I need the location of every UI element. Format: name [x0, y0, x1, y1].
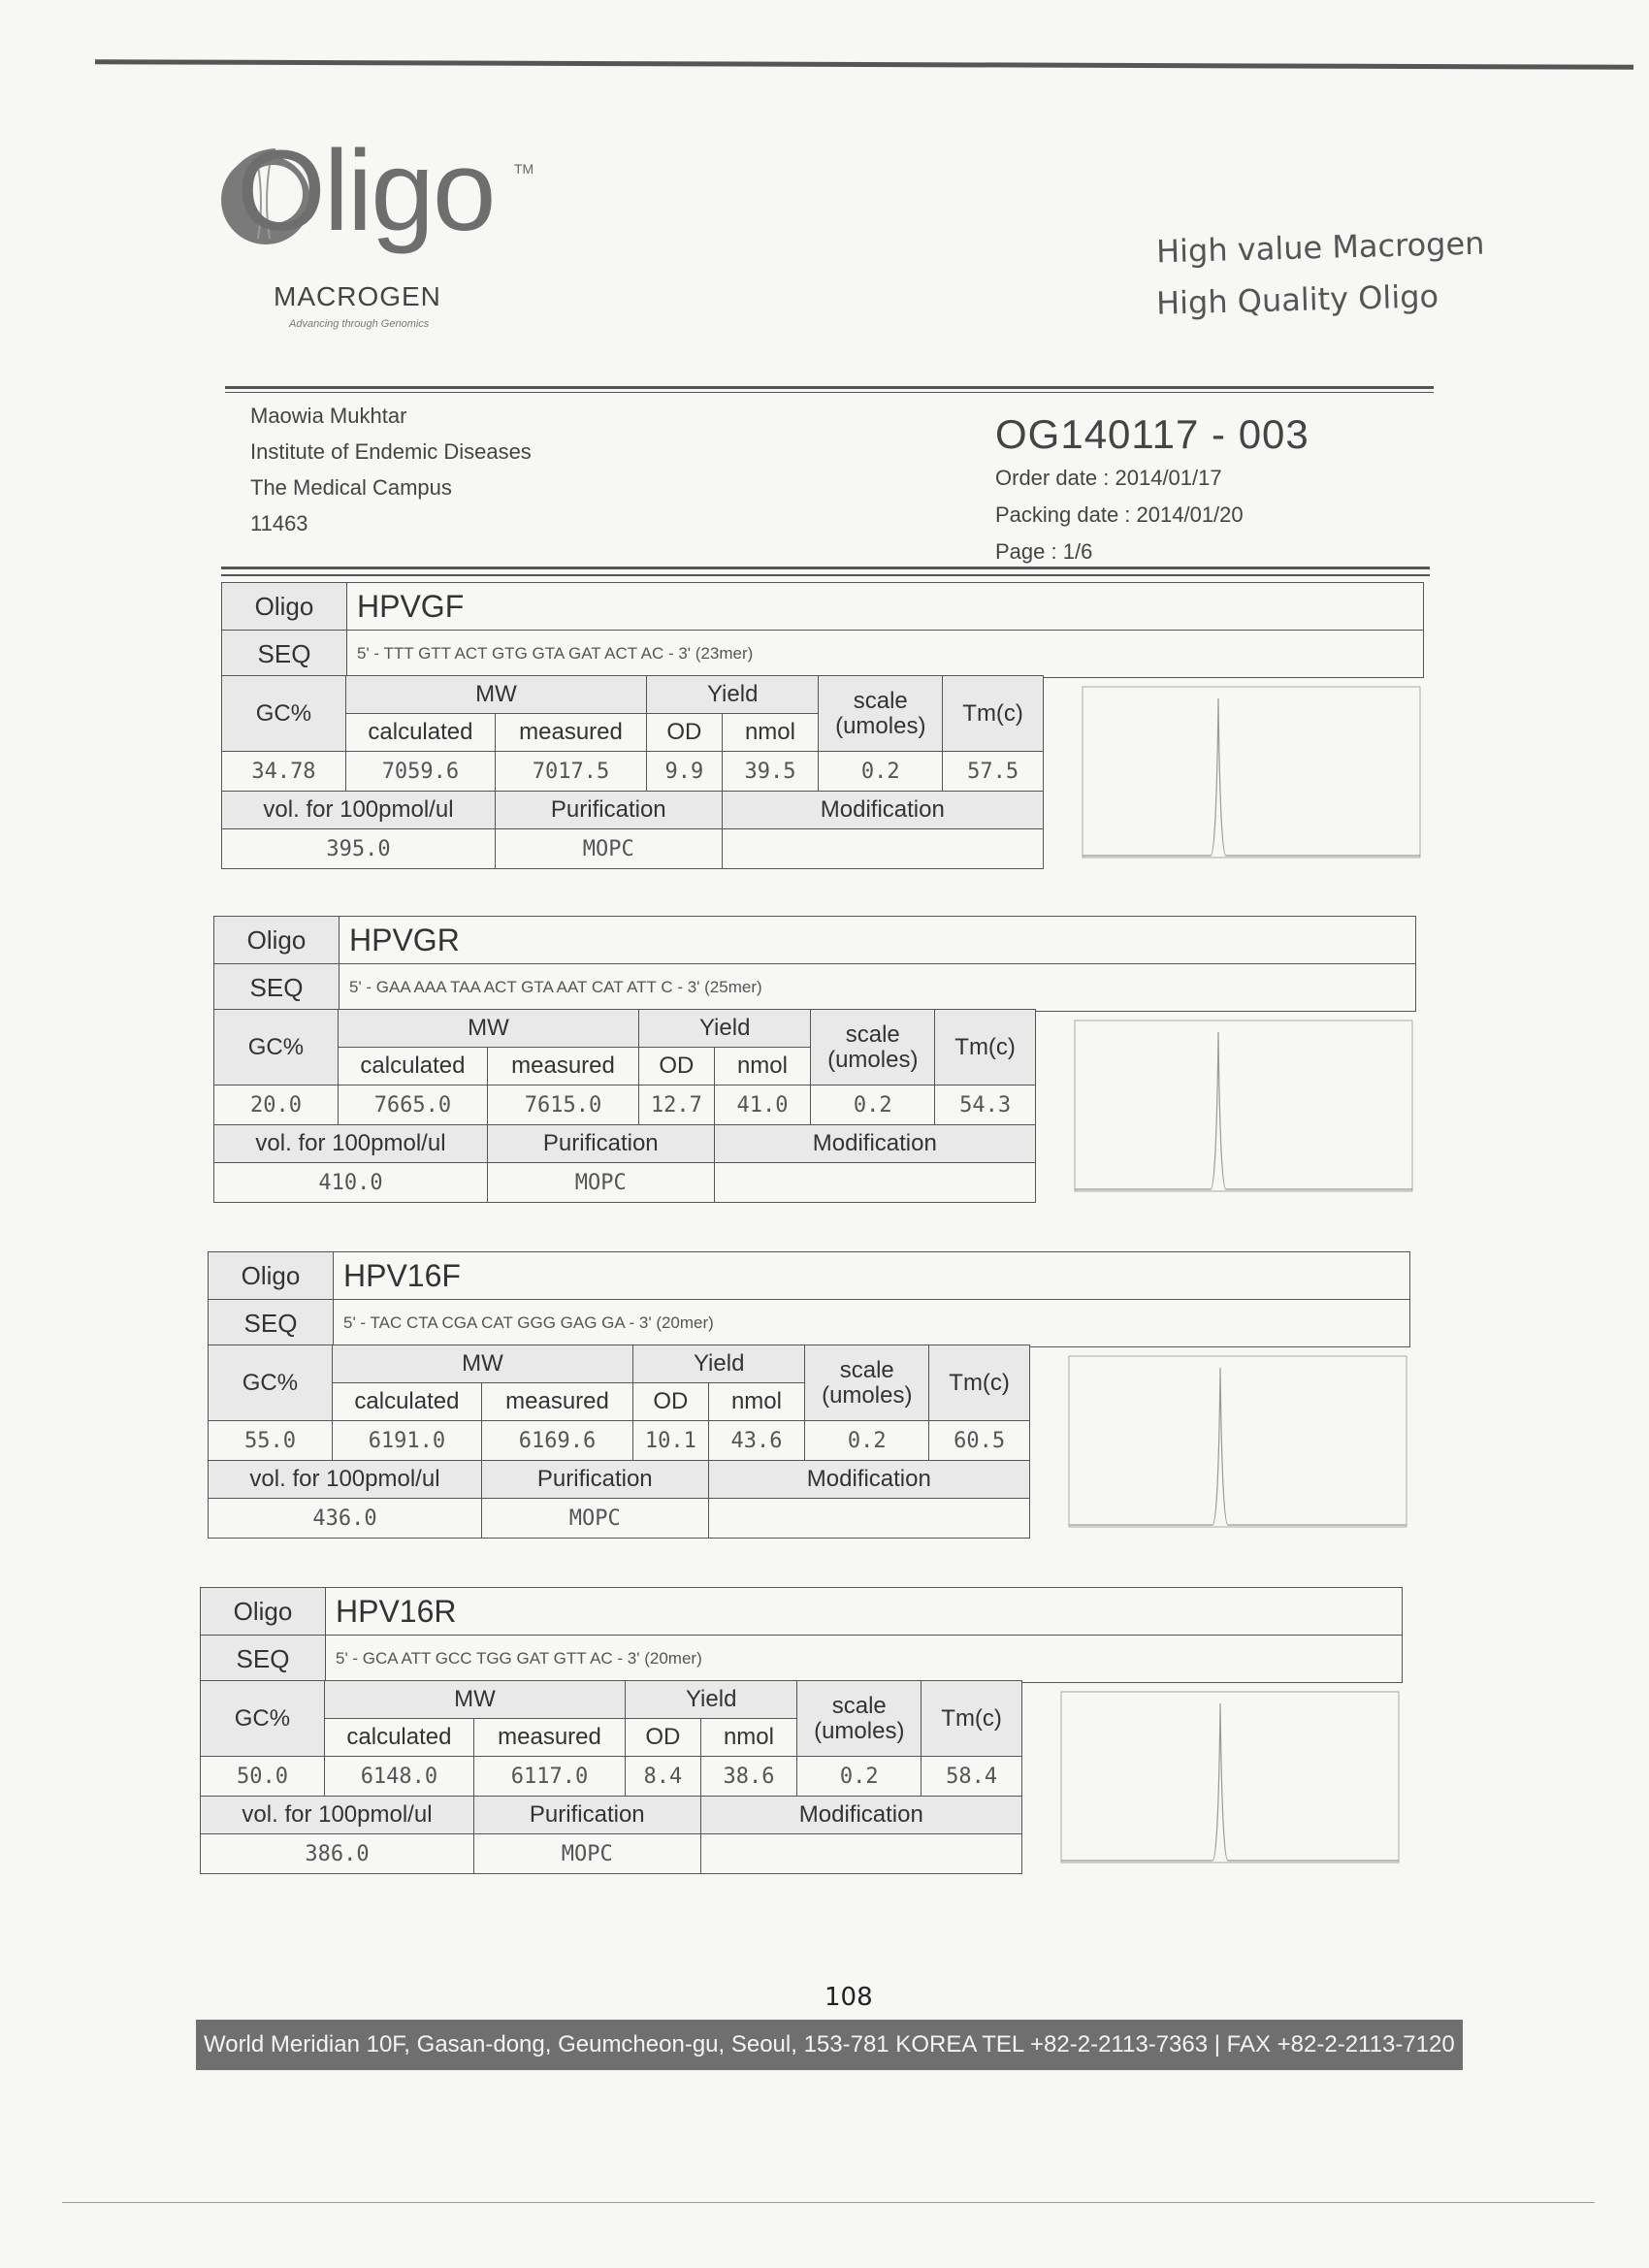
vol-value: 386.0	[201, 1834, 474, 1874]
header-rule-bottom-2	[221, 574, 1430, 576]
logo-trademark: TM	[514, 161, 534, 177]
chart-peak	[1061, 1703, 1399, 1861]
oligo-name: HPV16R	[326, 1588, 1403, 1636]
chart-peak	[1075, 1032, 1412, 1189]
yield-label: Yield	[639, 1010, 811, 1048]
customer-campus: The Medical Campus	[250, 475, 452, 500]
scale-label-text: scale	[831, 1692, 887, 1719]
tm-value: 57.5	[943, 752, 1044, 792]
header-rule-top	[225, 386, 1434, 389]
modification-label: Modification	[722, 792, 1043, 829]
customer-institute: Institute of Endemic Diseases	[250, 439, 532, 464]
gc-value: 20.0	[214, 1085, 339, 1125]
mw-label: MW	[345, 676, 646, 714]
oligo-name: HPVGF	[347, 583, 1424, 631]
modification-label: Modification	[700, 1797, 1021, 1834]
modification-value	[714, 1163, 1035, 1203]
scale-label	[805, 1345, 929, 1421]
vol-label: vol. for 100pmol/ul	[214, 1125, 488, 1163]
gc-value: 50.0	[201, 1757, 325, 1797]
scale-label	[797, 1681, 922, 1757]
purification-value: MOPC	[487, 1163, 714, 1203]
vol-label: vol. for 100pmol/ul	[222, 792, 496, 829]
mw-measured-value: 6169.6	[481, 1421, 632, 1461]
calculated-label: calculated	[332, 1383, 481, 1421]
scale-label	[811, 1010, 935, 1085]
gc-label: GC%	[214, 1010, 339, 1085]
order-meta	[995, 460, 1244, 570]
od-label: OD	[633, 1383, 709, 1421]
nmol-value: 39.5	[722, 752, 819, 792]
gc-label: GC%	[201, 1681, 325, 1757]
scale-value: 0.2	[811, 1085, 935, 1125]
handwritten-page-mark: 108	[824, 1983, 873, 2012]
purification-label: Purification	[487, 1125, 714, 1163]
scale-label-text: scale	[839, 1356, 894, 1383]
oligo-label: Oligo	[222, 583, 347, 631]
scale-unit: (umoles)	[822, 1381, 913, 1409]
mw-calculated-value: 7665.0	[338, 1085, 487, 1125]
mw-calculated-value: 6191.0	[332, 1421, 481, 1461]
oligo-name: HPV16F	[334, 1252, 1410, 1300]
scale-label	[819, 676, 943, 752]
mw-label: MW	[324, 1681, 625, 1719]
measured-label: measured	[495, 714, 646, 752]
calculated-label: calculated	[345, 714, 495, 752]
oligo-sequence: 5' - TTT GTT ACT GTG GTA GAT ACT AC - 3' (23mer)	[347, 631, 1424, 678]
logo-word: Oligo	[237, 127, 495, 255]
packing-date: Packing date : 2014/01/20	[995, 502, 1244, 527]
handwritten-note-line-1: High value Macrogen	[1155, 224, 1485, 271]
oligo-block	[221, 582, 1424, 917]
tm-label: Tm(c)	[922, 1681, 1022, 1757]
nmol-value: 43.6	[708, 1421, 805, 1461]
nmol-label: nmol	[708, 1383, 805, 1421]
measured-label: measured	[473, 1719, 625, 1757]
header-rule-bottom	[221, 567, 1430, 569]
tm-label: Tm(c)	[943, 676, 1044, 752]
oligo-label: Oligo	[209, 1252, 334, 1300]
modification-label: Modification	[714, 1125, 1035, 1163]
oligo-header-table	[200, 1587, 1403, 1683]
measured-label: measured	[487, 1048, 638, 1085]
oligo-header-table	[208, 1251, 1410, 1347]
tm-value: 60.5	[929, 1421, 1030, 1461]
customer-address	[250, 398, 532, 541]
oligo-sequence: 5' - TAC CTA CGA CAT GGG GAG GA - 3' (20mer)	[334, 1300, 1410, 1347]
mass-spectrum-chart	[1055, 1009, 1416, 1203]
oligo-header-table	[221, 582, 1424, 678]
top-rule	[95, 59, 1633, 70]
mw-calculated-value: 6148.0	[324, 1757, 473, 1797]
customer-name: Maowia Mukhtar	[250, 404, 407, 428]
purification-label: Purification	[473, 1797, 700, 1834]
tm-value: 54.3	[935, 1085, 1036, 1125]
purification-value: MOPC	[481, 1499, 708, 1539]
od-label: OD	[639, 1048, 715, 1085]
purification-label: Purification	[495, 792, 722, 829]
chart-frame	[1075, 1021, 1412, 1191]
oligo-header-table	[213, 916, 1416, 1012]
oligo-label: Oligo	[214, 917, 340, 964]
purification-value: MOPC	[495, 829, 722, 869]
oligo-logo	[215, 127, 535, 264]
nmol-label: nmol	[714, 1048, 811, 1085]
vol-label: vol. for 100pmol/ul	[209, 1461, 482, 1499]
brand-tagline: Advancing through Genomics	[289, 318, 430, 330]
bottom-rule	[62, 2202, 1595, 2203]
handwritten-note-line-2: High Quality Oligo	[1155, 277, 1439, 322]
mw-measured-value: 6117.0	[473, 1757, 625, 1797]
mass-spectrum-chart	[1063, 675, 1424, 869]
modification-label: Modification	[708, 1461, 1029, 1499]
oligo-block	[200, 1587, 1403, 1922]
modification-value	[708, 1499, 1029, 1539]
brand-name: MACROGEN	[274, 281, 441, 311]
order-date: Order date : 2014/01/17	[995, 466, 1222, 490]
purification-label: Purification	[481, 1461, 708, 1499]
vol-label: vol. for 100pmol/ul	[201, 1797, 474, 1834]
calculated-label: calculated	[338, 1048, 487, 1085]
oligo-name: HPVGR	[340, 917, 1416, 964]
oligo-spec-table	[208, 1345, 1030, 1539]
tm-label: Tm(c)	[935, 1010, 1036, 1085]
oligo-sequence: 5' - GAA AAA TAA ACT GTA AAT CAT ATT C - 3' (25mer)	[340, 964, 1416, 1012]
mw-label: MW	[332, 1345, 632, 1383]
scale-unit: (umoles)	[814, 1717, 905, 1744]
oligo-spec-table	[200, 1680, 1022, 1874]
od-value: 10.1	[633, 1421, 709, 1461]
gc-label: GC%	[222, 676, 346, 752]
seq-label: SEQ	[214, 964, 340, 1012]
scale-value: 0.2	[797, 1757, 922, 1797]
od-label: OD	[647, 714, 723, 752]
mass-spectrum-chart	[1050, 1345, 1410, 1539]
chart-peak	[1069, 1368, 1406, 1525]
scale-unit: (umoles)	[827, 1046, 919, 1073]
mw-label: MW	[338, 1010, 638, 1048]
tm-label: Tm(c)	[929, 1345, 1030, 1421]
nmol-label: nmol	[722, 714, 819, 752]
scale-unit: (umoles)	[835, 712, 926, 739]
customer-code: 11463	[250, 511, 308, 535]
yield-label: Yield	[647, 676, 819, 714]
chart-frame	[1069, 1356, 1406, 1527]
seq-label: SEQ	[209, 1300, 334, 1347]
page-indicator: Page : 1/6	[995, 539, 1093, 564]
gc-value: 55.0	[209, 1421, 333, 1461]
calculated-label: calculated	[324, 1719, 473, 1757]
scale-value: 0.2	[819, 752, 943, 792]
oligo-block	[213, 916, 1416, 1250]
purification-value: MOPC	[473, 1834, 700, 1874]
yield-label: Yield	[633, 1345, 805, 1383]
oligo-spec-table	[221, 675, 1044, 869]
tm-value: 58.4	[922, 1757, 1022, 1797]
modification-value	[722, 829, 1043, 869]
od-value: 9.9	[647, 752, 723, 792]
measured-label: measured	[481, 1383, 632, 1421]
vol-value: 410.0	[214, 1163, 488, 1203]
mw-calculated-value: 7059.6	[345, 752, 495, 792]
chart-frame	[1061, 1692, 1399, 1863]
gc-label: GC%	[209, 1345, 333, 1421]
order-number: OG140117 - 003	[995, 411, 1310, 457]
oligo-label: Oligo	[201, 1588, 326, 1636]
nmol-value: 38.6	[700, 1757, 797, 1797]
footer-address-bar: World Meridian 10F, Gasan-dong, Geumcheon-gu, Seoul, 153-781 KOREA TEL +82-2-2113-7363 | FAX +82-2-2113-7120	[196, 2020, 1463, 2070]
od-value: 8.4	[626, 1757, 701, 1797]
header-rule-top-2	[225, 392, 1434, 393]
vol-value: 395.0	[222, 829, 496, 869]
scale-label-text: scale	[853, 687, 908, 714]
yield-label: Yield	[626, 1681, 797, 1719]
vol-value: 436.0	[209, 1499, 482, 1539]
mass-spectrum-chart	[1042, 1680, 1403, 1874]
od-value: 12.7	[639, 1085, 715, 1125]
chart-peak	[1083, 698, 1420, 856]
oligo-sequence: 5' - GCA ATT GCC TGG GAT GTT AC - 3' (20mer)	[326, 1636, 1403, 1683]
od-label: OD	[626, 1719, 701, 1757]
oligo-spec-table	[213, 1009, 1036, 1203]
gc-value: 34.78	[222, 752, 346, 792]
chart-frame	[1083, 687, 1420, 858]
seq-label: SEQ	[201, 1636, 326, 1683]
nmol-value: 41.0	[714, 1085, 811, 1125]
scale-label-text: scale	[845, 1021, 900, 1048]
modification-value	[700, 1834, 1021, 1874]
oligo-block	[208, 1251, 1410, 1586]
mw-measured-value: 7017.5	[495, 752, 646, 792]
scale-value: 0.2	[805, 1421, 929, 1461]
nmol-label: nmol	[700, 1719, 797, 1757]
seq-label: SEQ	[222, 631, 347, 678]
mw-measured-value: 7615.0	[487, 1085, 638, 1125]
